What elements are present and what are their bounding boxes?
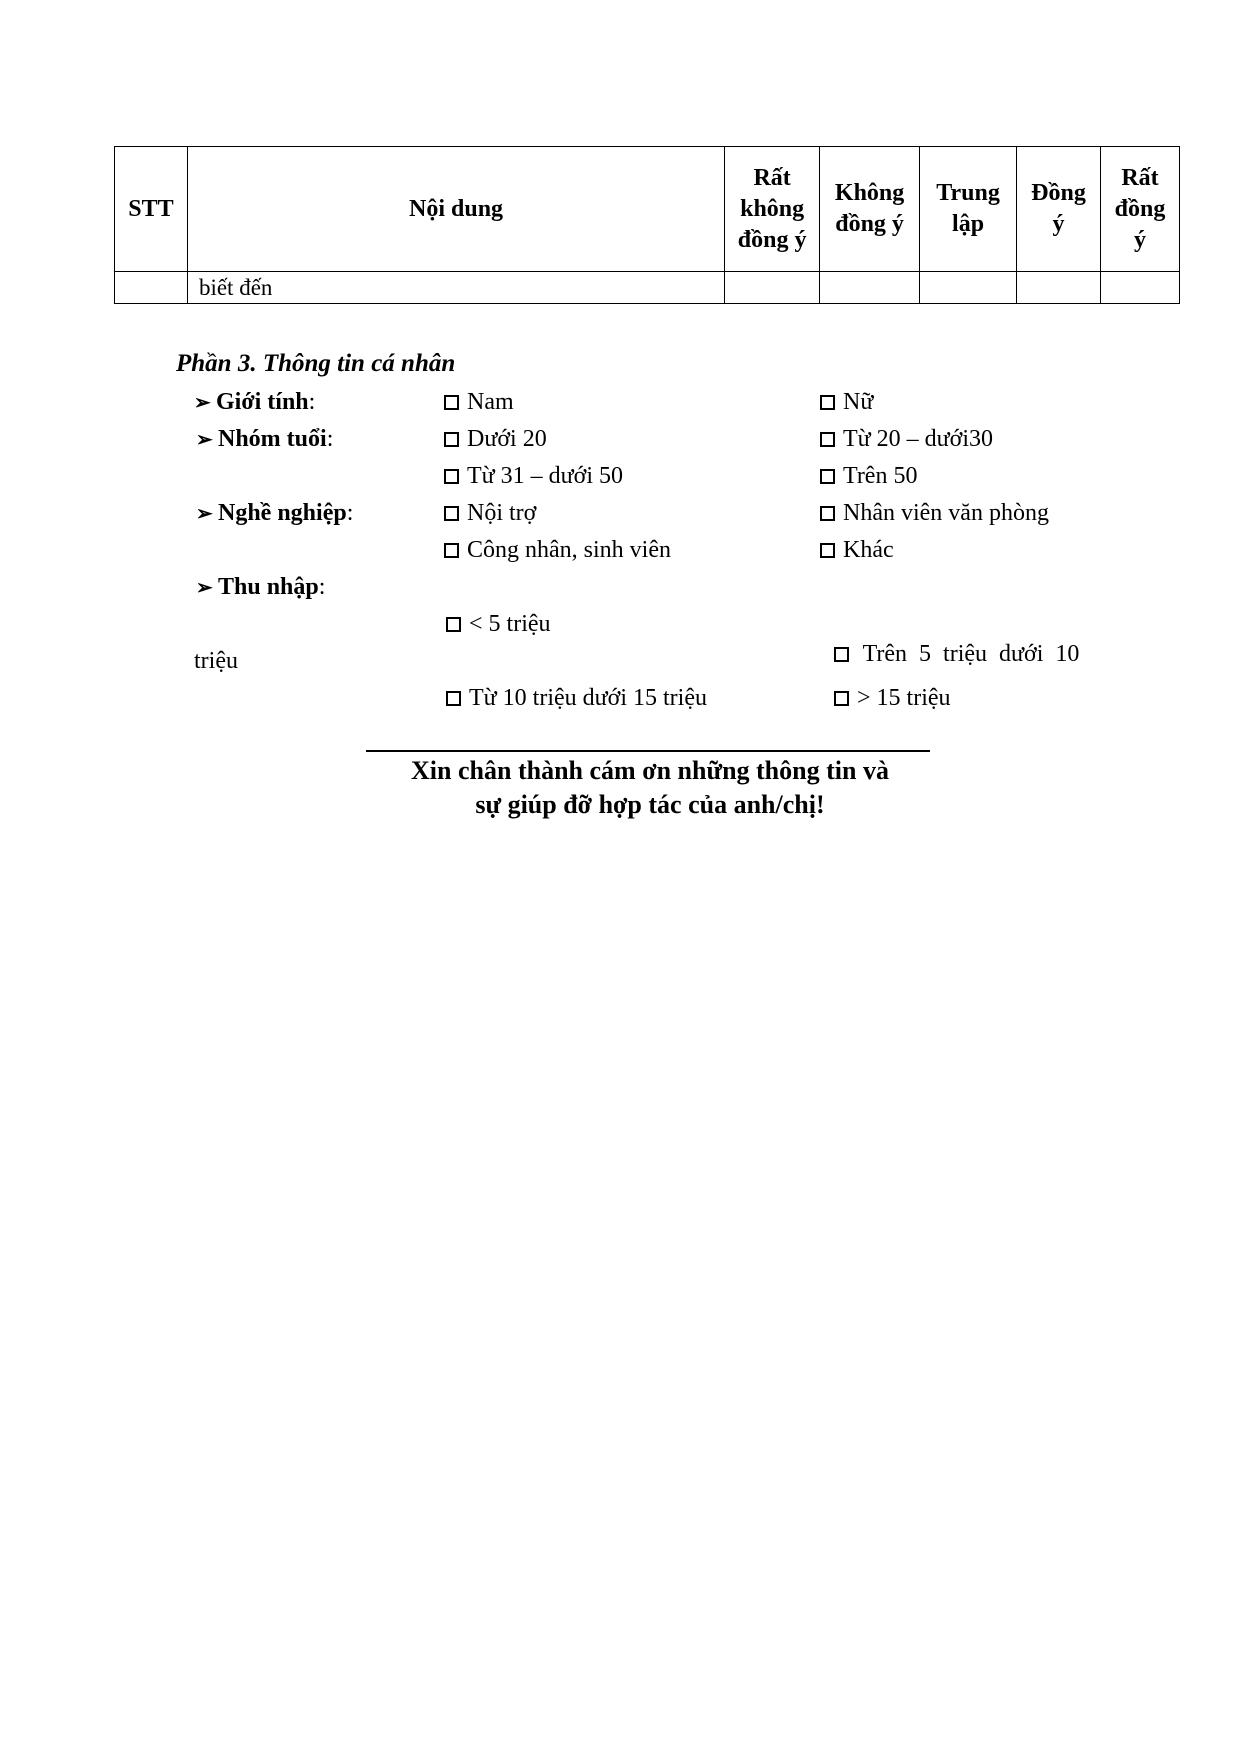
table-row [115, 272, 1180, 304]
option-10-den-15-trieu[interactable]: Từ 10 triệu dưới 15 triệu [446, 683, 707, 713]
checkbox-icon[interactable] [834, 691, 849, 706]
checkbox-icon[interactable] [820, 506, 835, 521]
option-nhan-vien-van-phong[interactable]: Nhân viên văn phòng [820, 498, 1049, 528]
occupation-label: ➢ Nghề nghiệp: [196, 498, 353, 529]
option-tren-15-trieu[interactable]: > 15 triệu [834, 683, 951, 713]
closing-line-2: sự giúp đỡ hợp tác của anh/chị! [475, 790, 825, 819]
cell-strongly-agree[interactable] [1101, 272, 1180, 304]
survey-table [114, 146, 1180, 304]
arrow-bullet-icon: ➢ [196, 577, 213, 599]
option-duoi-20[interactable]: Dưới 20 [444, 424, 547, 454]
arrow-bullet-icon: ➢ [194, 392, 211, 414]
option-tren-50[interactable]: Trên 50 [820, 461, 917, 491]
cell-disagree[interactable] [820, 272, 920, 304]
option-khac[interactable]: Khác [820, 535, 894, 565]
header-strongly-agree: Rất đồng ý [1101, 147, 1180, 272]
header-neutral: Trung lập [920, 147, 1017, 272]
table-header-row [115, 147, 1180, 272]
cell-agree[interactable] [1017, 272, 1101, 304]
option-nam[interactable]: Nam [444, 387, 514, 417]
option-tu-20-duoi-30[interactable]: Từ 20 – dưới30 [820, 424, 993, 454]
header-strongly-disagree: Rất không đồng ý [725, 147, 820, 272]
option-5-den-10-trieu[interactable]: Trên 5 triệu dưới 10 [822, 609, 1079, 669]
option-noi-tro[interactable]: Nội trợ [444, 498, 536, 528]
income-label: ➢ Thu nhập: [196, 572, 325, 603]
cell-stt [115, 272, 188, 304]
checkbox-icon[interactable] [444, 543, 459, 558]
checkbox-icon[interactable] [446, 617, 461, 632]
cell-content: biết đến [187, 272, 724, 304]
checkbox-icon[interactable] [444, 432, 459, 447]
checkbox-icon[interactable] [820, 432, 835, 447]
option-tu-31-duoi-50[interactable]: Từ 31 – dưới 50 [444, 461, 623, 491]
age-label: ➢ Nhóm tuổi: [196, 424, 333, 455]
checkbox-icon[interactable] [820, 395, 835, 410]
checkbox-icon[interactable] [820, 469, 835, 484]
option-duoi-5-trieu[interactable]: < 5 triệu [446, 609, 551, 639]
arrow-bullet-icon: ➢ [196, 503, 213, 525]
cell-strongly-disagree[interactable] [725, 272, 820, 304]
closing-line-1: Xin chân thành cám ơn những thông tin và [411, 756, 889, 785]
income-wrap-text: triệu [194, 648, 238, 674]
header-content: Nội dung [187, 147, 724, 272]
checkbox-icon[interactable] [444, 469, 459, 484]
gender-label: ➢ Giới tính: [194, 387, 315, 418]
closing-divider [366, 750, 930, 752]
arrow-bullet-icon: ➢ [196, 429, 213, 451]
checkbox-icon[interactable] [444, 395, 459, 410]
section-title: Phần 3. Thông tin cá nhân [176, 350, 456, 377]
header-agree: Đồng ý [1017, 147, 1101, 272]
option-nu[interactable]: Nữ [820, 387, 873, 417]
header-disagree: Không đồng ý [820, 147, 920, 272]
checkbox-icon[interactable] [446, 691, 461, 706]
checkbox-icon[interactable] [820, 543, 835, 558]
checkbox-icon[interactable] [834, 647, 849, 662]
option-cong-nhan-sinh-vien[interactable]: Công nhân, sinh viên [444, 535, 671, 565]
header-stt: STT [115, 147, 188, 272]
checkbox-icon[interactable] [444, 506, 459, 521]
cell-neutral[interactable] [920, 272, 1017, 304]
